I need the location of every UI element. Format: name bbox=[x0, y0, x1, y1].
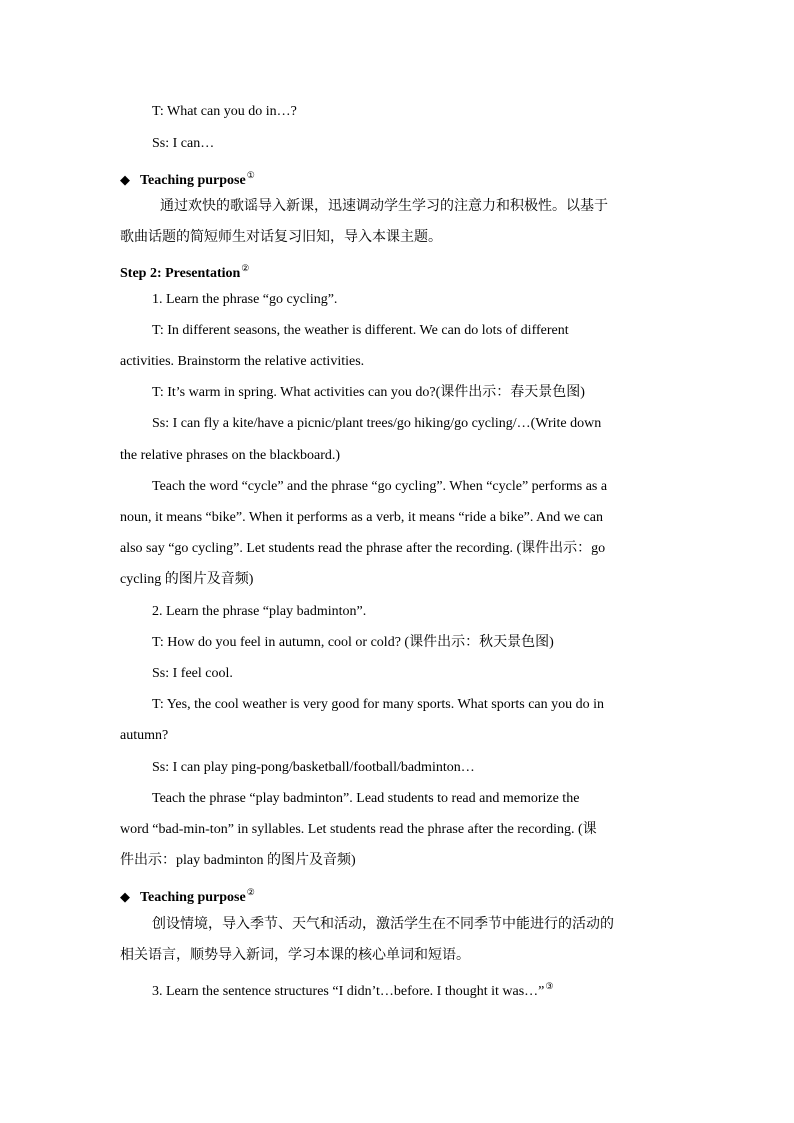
dialogue-line: T: How do you feel in autumn, cool or cold? (课件出示：秋天景色图) bbox=[152, 635, 554, 650]
dialogue-line: Ss: I feel cool. bbox=[152, 666, 233, 681]
paragraph-line: also say “go cycling”. Let students read the phrase after the recording. (课件出示：go bbox=[120, 541, 606, 556]
numbered-item: 2. Learn the phrase “play badminton”. bbox=[152, 604, 367, 619]
dialogue-line: T: It’s warm in spring. What activities can you do?(课件出示：春天景色图) bbox=[152, 385, 585, 400]
paragraph-line: 件出示：play badminton 的图片及音频) bbox=[120, 853, 356, 868]
dialogue-line: Ss: I can play ping-pong/basketball/football/badminton… bbox=[152, 760, 475, 775]
dialogue-line: the relative phrases on the blackboard.) bbox=[120, 448, 341, 463]
paragraph-line-cn: 相关语言，顺势导入新词，学习本课的核心单词和短语。 bbox=[120, 947, 470, 963]
paragraph-line: cycling 的图片及音频) bbox=[120, 572, 254, 587]
paragraph-line-cn: 创设情境，导入季节、天气和活动，激活学生在不同季节中能进行的活动的 bbox=[152, 916, 614, 932]
paragraph-line-cn: 通过欢快的歌谣导入新课，迅速调动学生学习的注意力和积极性。以基于 bbox=[160, 198, 608, 214]
paragraph-line: Teach the word “cycle” and the phrase “go cycling”. When “cycle” performs as a bbox=[152, 479, 608, 494]
diamond-bullet-icon: ◆ bbox=[120, 173, 130, 188]
numbered-item: 1. Learn the phrase “go cycling”. bbox=[152, 292, 338, 307]
dialogue-line: T: What can you do in…? bbox=[152, 104, 297, 119]
dialogue-line: T: In different seasons, the weather is different. We can do lots of different bbox=[152, 323, 569, 338]
footnote-marker: ① bbox=[246, 170, 255, 180]
item-text: 3. Learn the sentence structures “I didn’t…before. I thought it was…” bbox=[152, 984, 545, 999]
paragraph-line-cn: 歌曲话题的简短师生对话复习旧知，导入本课主题。 bbox=[120, 229, 442, 245]
dialogue-line: autumn? bbox=[120, 728, 169, 743]
numbered-item bbox=[152, 976, 554, 999]
footnote-marker: ② bbox=[246, 887, 255, 897]
paragraph-line: noun, it means “bike”. When it performs as a verb, it means “ride a bike”. And we can bbox=[120, 510, 603, 525]
dialogue-line: activities. Brainstorm the relative activities. bbox=[120, 354, 365, 369]
diamond-bullet-icon: ◆ bbox=[120, 890, 130, 905]
heading-text: Step 2: Presentation bbox=[120, 266, 241, 281]
section-heading-teaching-purpose-2 bbox=[120, 882, 255, 905]
paragraph-line: word “bad-min-ton” in syllables. Let students read the phrase after the recording. (课 bbox=[120, 822, 597, 837]
section-heading-step-2 bbox=[120, 258, 250, 281]
footnote-marker: ③ bbox=[545, 981, 554, 991]
heading-text: Teaching purpose bbox=[140, 890, 246, 905]
section-heading-teaching-purpose-1 bbox=[120, 165, 255, 188]
dialogue-line: Ss: I can… bbox=[152, 136, 215, 151]
dialogue-line: T: Yes, the cool weather is very good for many sports. What sports can you do in bbox=[152, 697, 605, 712]
footnote-marker: ② bbox=[241, 263, 250, 273]
heading-text: Teaching purpose bbox=[140, 173, 246, 188]
paragraph-line: Teach the phrase “play badminton”. Lead students to read and memorize the bbox=[152, 791, 580, 806]
dialogue-line: Ss: I can fly a kite/have a picnic/plant trees/go hiking/go cycling/…(Write down bbox=[152, 416, 602, 431]
